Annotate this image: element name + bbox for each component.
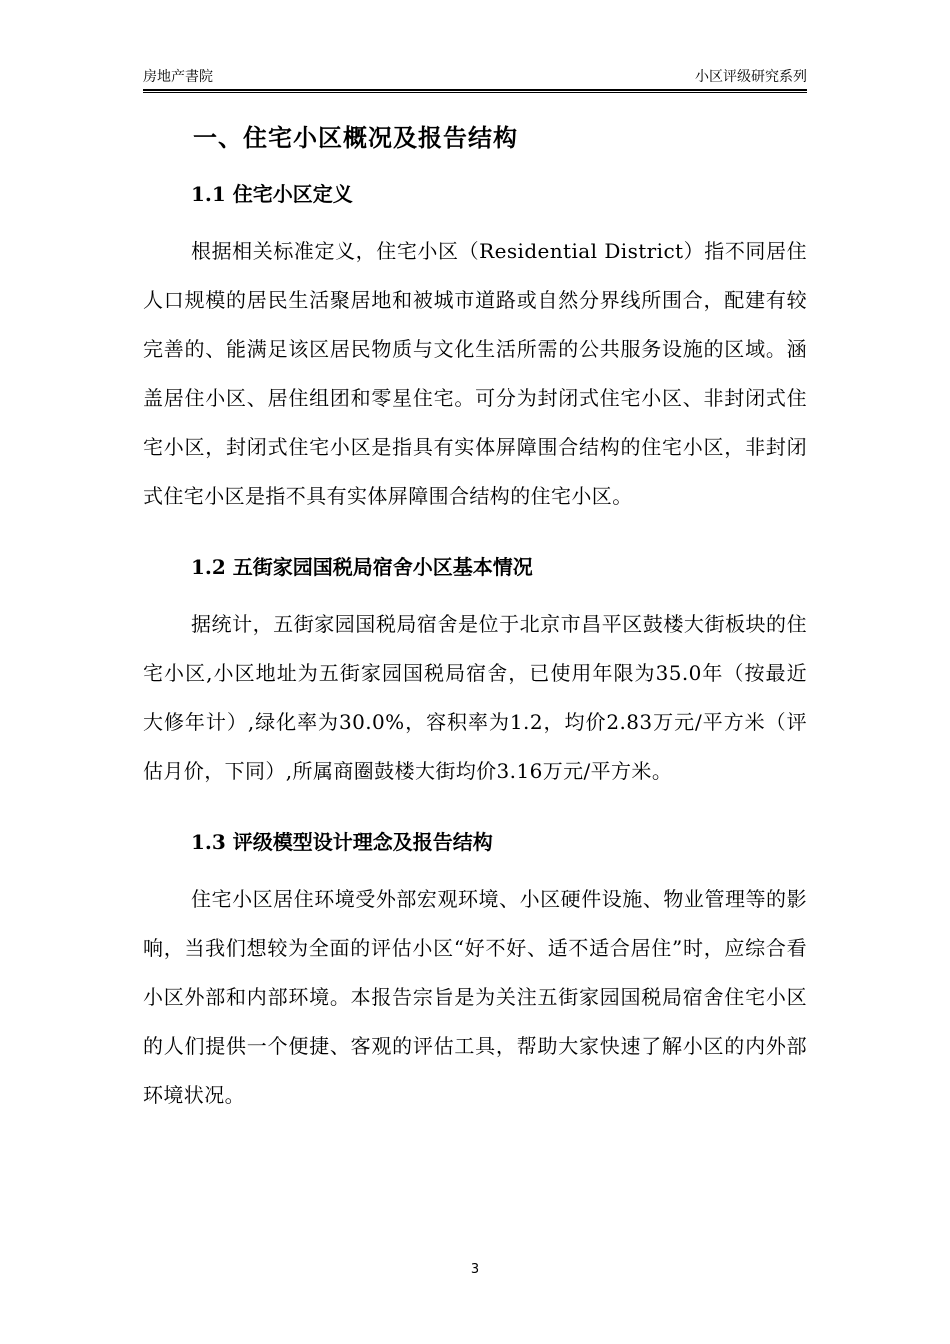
chapter-title: 一、住宅小区概况及报告结构 [193, 123, 518, 152]
document-body [143, 112, 807, 1120]
header-left-text: 房地产書院 [143, 69, 213, 85]
section-heading-1-3: 1.3 评级模型设计理念及报告结构 [191, 830, 493, 854]
section-paragraph-1-2: 据统计，五街家园国税局宿舍是位于北京市昌平区鼓楼大街板块的住宅小区,小区地址为五街家园国税局宿舍，已使用年限为35.0年（按最近大修年计）,绿化率为30.0%，容积率为1.2，均价2.83万元/平方米（评估月价，下同）,所属商圈鼓楼大街均价3.16万元/平方米。 [143, 612, 807, 783]
header-rule-thin [143, 92, 807, 93]
section-heading-1-1: 1.1 住宅小区定义 [191, 182, 353, 206]
page-header [143, 66, 807, 88]
header-rule-thick [143, 89, 807, 91]
section-heading-1-2: 1.2 五街家园国税局宿舍小区基本情况 [191, 555, 533, 579]
page-number: 3 [470, 1262, 480, 1277]
section-paragraph-1-1: 根据相关标准定义，住宅小区（Residential District）指不同居住人口规模的居民生活聚居地和被城市道路或自然分界线所围合，配建有较完善的、能满足该区居民物质与文化生活所需的公共服务设施的区域。涵盖居住小区、居住组团和零星住宅。可分为封闭式住宅小区、非封闭式住宅小区，封闭式住宅小区是指具有实体屏障围合结构的住宅小区，非封闭式住宅小区是指不具有实体屏障围合结构的住宅小区。 [143, 239, 807, 508]
header-right-text: 小区评级研究系列 [695, 69, 807, 85]
section-paragraph-1-3: 住宅小区居住环境受外部宏观环境、小区硬件设施、物业管理等的影响，当我们想较为全面的评估小区“好不好、适不适合居住”时，应综合看小区外部和内部环境。本报告宗旨是为关注五街家园国税局宿舍住宅小区的人们提供一个便捷、客观的评估工具，帮助大家快速了解小区的内外部环境状况。 [143, 887, 807, 1107]
